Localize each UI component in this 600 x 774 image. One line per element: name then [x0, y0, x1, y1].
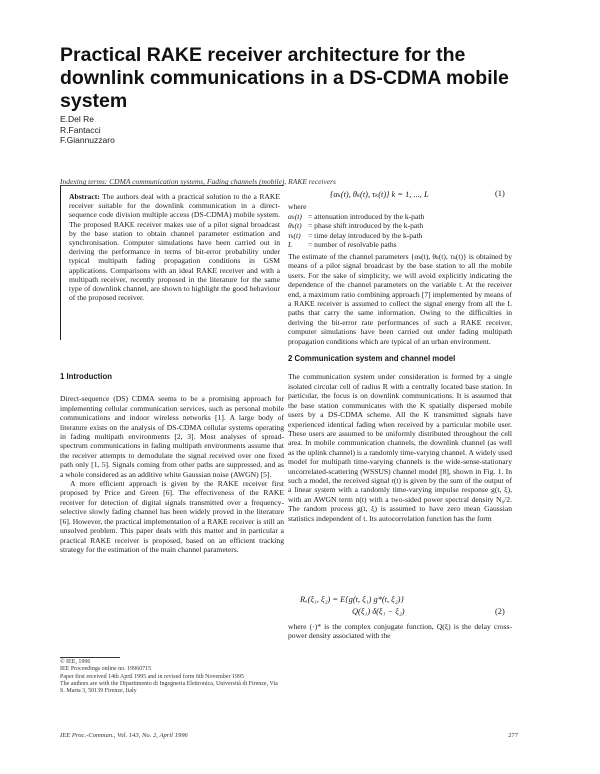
- definition-text: = number of resolvable paths: [308, 240, 397, 250]
- introduction-section: [60, 372, 284, 554]
- equation-2-followup: where (·)* is the complex conjugate function, Q(ξ) is the delay cross-power density associated with the: [288, 622, 512, 641]
- footnote: [60, 659, 284, 695]
- journal-citation: IEE Proc.-Commun., Vol. 143, No. 2, April 1996: [60, 732, 188, 739]
- author-1: E.Del Re: [60, 114, 95, 124]
- definition-text: = time delay introduced by the k-path: [308, 230, 423, 240]
- authors-list: [60, 114, 115, 146]
- footnote-line-1: © IEE, 1996: [60, 659, 91, 665]
- section-1-heading: 1 Introduction: [60, 372, 112, 381]
- paper-title: Practical RAKE receiver architecture for the downlink communications in a DS-CDMA mobile system: [60, 44, 509, 112]
- equation-1: {αₖ(t), θₖ(t), τₖ(t)} k = 1, ..., L: [330, 190, 429, 199]
- intro-paragraph-1: Direct-sequence (DS) CDMA seems to be a promising approach for implementing cellular communication services, such as personal mobile communications and indoor wireless networks [1]. A large body of literature exists on the analysis of DS-CDMA cellular systems operating in fading multipath environments [2, 3]. Most analyses of spread-spectrum communications in fading multipath environments assume that the receiver attempts to demodulate the signal received over one fixed path only [1, 5]. Signals coming from other paths are suppressed, and as a whole considered as an additive white Gaussian noise (AWGN) [5].: [60, 394, 284, 479]
- equation-1-number: (1): [495, 189, 505, 198]
- right-column-body: [288, 252, 512, 523]
- parameter-definitions: [288, 212, 512, 250]
- definition-text: = attenuation introduced by the k-path: [308, 212, 425, 221]
- intro-paragraph-2: A more efficient approach is given by the RAKE receiver first proposed by Price and Green [6]. The effectiveness of the RAKE receiver for detection of digital signals transmitted over a frequency-selective slowly fading channel has been widely proved in the literature [6]. However, the practical implementation of a RAKE receiver is still an unsolved problem. This paper deals with this matter and in particular a practical RAKE receiver is proposed, based on an efficient tracking strategy for the estimation of the main channel parameters.: [60, 479, 284, 554]
- author-3: F.Giannuzzaro: [60, 135, 115, 145]
- author-2: R.Fantacci: [60, 124, 101, 135]
- definition-row: [288, 212, 512, 221]
- footnote-line-3: Paper first received 14th April 1995 and in revised form 6th November 1995: [60, 673, 244, 680]
- section-2-heading: 2 Communication system and channel model: [288, 354, 456, 364]
- footnote-line-2: IEE Proceedings online no. 19960715: [60, 666, 152, 673]
- definition-symbol: θₖ(t): [288, 221, 302, 231]
- equation-2-line-2: Q(ξ₁) δ(ξ₁ − ξ₂): [352, 607, 405, 616]
- definition-symbol: τₖ(t): [288, 230, 301, 240]
- footnote-divider: [60, 657, 120, 658]
- definition-row: [288, 221, 512, 230]
- abstract-box: [60, 185, 284, 340]
- footnote-line-4: The authors are with the Dipartimento di Ingegneria Elettronica, Università di Firenze, Via S. Marta 3, 50139 Firenze, Italy: [60, 680, 278, 695]
- definition-symbol: αₖ(t): [288, 212, 302, 221]
- definition-row: [288, 240, 512, 249]
- definition-symbol: L: [288, 240, 293, 250]
- channel-estimate-paragraph: The estimate of the channel parameters {αₖ(t), θₖ(t), τₖ(t)} is obtained by means of a pilot signal broadcast by the base station to all the mobile users. For the sake of simplicity, we will avoid explicitly indicating the dependence of the channel parameters on the variable t. At the receiver end, a maximum ratio combining approach [7] implemented by means of a RAKE receiver is assumed to collect the signal energy from all the L paths that carry the same information. Owing to the difficulties in deriving the bit-error rate performances of such a RAKE receiver, computer simulations have been carried out under fading multipath propagation conditions which are typical of an urban environment.: [288, 252, 512, 346]
- equation-2-line-1: Rₐ(ξ₁, ξ₂) = E{g(t, ξ₁) g*(t, ξ₂)}: [300, 595, 404, 604]
- abstract-text: The authors deal with a practical solution to the a RAKE receiver suitable for the downlink communication in a direct-sequence code division multiple access (DS-CDMA) mobile system. The proposed RAKE receiver makes use of a pilot signal broadcast by the base station to obtain channel parameter estimation and synchronisation. Computer simulations have been carried out in deriving the performance in terms of bit-error probability under typical multipath fading propagation conditions in GSM applications. Comparisons with an ideal RAKE receiver and with a multipath receiver, recently proposed in the literature for the same type of downlink channel, are shown to highlight the good behaviour of the proposed receiver.: [69, 192, 281, 303]
- definition-text: = phase shift introduced by the k-path: [308, 221, 424, 231]
- definition-row: [288, 231, 512, 240]
- system-model-paragraph: The communication system under consideration is formed by a single isolated circular cell of radius R with a centrally located base station. In particular, the focus is on downlink communications. It is assumed that the base station communicates with the K spatially dispersed mobile users by a DS-CDMA scheme. All the K transmitted signals have experienced identical fading when received by a particular mobile user. These users are assumed to be uniformly distributed throughout the cell area. In mobile communication channels, the downlink channel (as well as the uplink channel) is a randomly time-varying channel. A widely used model for multipath time-varying channels is the wide-sense-stationary uncorrelated-scattering (WSSUS) channel model [8], shown in Fig. 1. In such a model, the received signal r(t) is given by the sum of the output of a linear system with a randomly time-varying impulse response g(t, ξ), with an AWGN term n(t) with a two-sided power spectral density N₀/2. The random process g(t, ξ) is assumed to have zero mean Gaussian statistics independent of t. Its autocorrelation function has the form: [288, 372, 512, 523]
- indexing-terms: Indexing terms: CDMA communication systems, Fading channels (mobile), RAKE receivers: [60, 177, 336, 186]
- where-label: where: [288, 202, 307, 211]
- equation-2-number: (2): [495, 607, 505, 616]
- page-number: 277: [508, 732, 518, 739]
- abstract-label: Abstract:: [69, 192, 100, 201]
